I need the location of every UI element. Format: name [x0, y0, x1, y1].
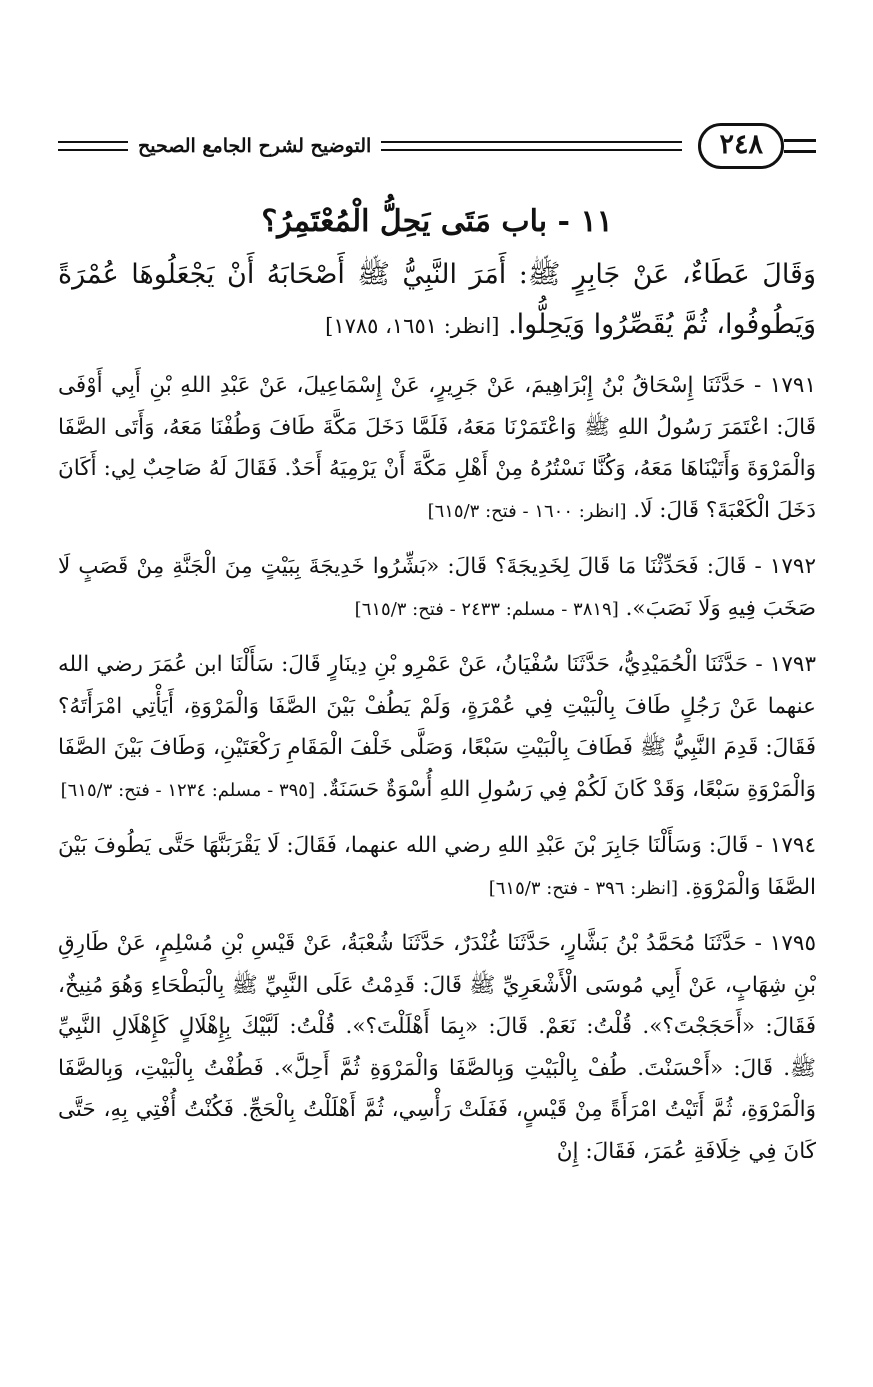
hadith-text: ١٧٩٢ - قَالَ: فَحَدِّثْنَا مَا قَالَ لِخَدِيجَةَ؟ قَالَ: «بَشِّرُوا خَدِيجَةَ بِبَيْتٍ مِنَ الْجَنَّةِ مِنْ قَصَبٍ لَا صَخَبَ فِيهِ وَلَا نَصَبَ».	[58, 554, 816, 621]
running-header	[58, 118, 816, 174]
header-rule-left	[58, 141, 128, 151]
hadith-text: ١٧٩٣ - حَدَّثَنَا الْحُمَيْدِيُّ، حَدَّثَنَا سُفْيَانُ، عَنْ عَمْرِو بْنِ دِينَارٍ قَالَ: سَأَلْنَا ابن عُمَرَ رضي الله عنهما عَنْ رَجُلٍ طَافَ بِالْبَيْتِ فِي عُمْرَةٍ، وَلَمْ يَطُفْ بَيْنَ الصَّفَا وَالْمَرْوَةِ، أَيَأْتِي امْرَأَتَهُ؟ فَقَالَ: قَدِمَ النَّبِيُّ ﷺ فَطَافَ بِالْبَيْتِ سَبْعًا، وَصَلَّى خَلْفَ الْمَقَامِ رَكْعَتَيْنِ، وَطَافَ بَيْنَ الصَّفَا وَالْمَرْوَةِ سَبْعًا، وَقَدْ كَانَ لَكُمْ فِي رَسُولِ اللهِ أُسْوَةٌ حَسَنَةٌ.	[58, 652, 816, 802]
hadith-1794	[58, 825, 816, 909]
book-page	[58, 118, 816, 1348]
hadith-1795	[58, 923, 816, 1172]
hadith-ref: [انظر: ٣٩٦ - فتح: ٦١٥/٣]	[488, 877, 679, 899]
header-rule-right	[784, 139, 816, 153]
hadith-1793	[58, 644, 816, 811]
hadith-text: ١٧٩١ - حَدَّثَنَا إِسْحَاقُ بْنُ إِبْرَاهِيمَ، عَنْ جَرِيرٍ، عَنْ إِسْمَاعِيلَ، عَنْ عَبْدِ اللهِ بْنِ أَبِي أَوْفَى قَالَ: اعْتَمَرَ رَسُولُ اللهِ ﷺ وَاعْتَمَرْنَا مَعَهُ، فَلَمَّا دَخَلَ مَكَّةَ طَافَ وَطُفْنَا مَعَهُ، وَأَتَى الصَّفَا وَالْمَرْوَةَ وَأَتَيْنَاهَا مَعَهُ، وَكُنَّا نَسْتُرُهُ مِنْ أَهْلِ مَكَّةَ أَنْ يَرْمِيَهُ أَحَدٌ. فَقَالَ لَهُ صَاحِبٌ لِي: أَكَانَ دَخَلَ الْكَعْبَةَ؟ قَالَ: لَا.	[58, 373, 816, 523]
header-rule-middle	[381, 141, 682, 151]
hadith-1791	[58, 365, 816, 532]
chapter-title: ١١ - باب مَتَى يَحِلُّ الْمُعْتَمِرُ؟	[261, 204, 613, 239]
hadith-1792	[58, 546, 816, 630]
chapter-ref: [انظر: ١٦٥١، ١٧٨٥]	[325, 314, 500, 338]
hadith-ref: [انظر: ١٦٠٠ - فتح: ٦١٥/٣]	[427, 500, 627, 522]
book-title: التوضيح لشرح الجامع الصحيح	[138, 135, 372, 157]
page-number: ٢٤٨	[698, 123, 784, 169]
chapter-body: وَقَالَ عَطَاءٌ، عَنْ جَابِرٍ ﷺ: أَمَرَ النَّبِيُّ ﷺ أَصْحَابَهُ أَنْ يَجْعَلُوهَا عُمْرَةً وَيَطُوفُوا، ثُمَّ يُقَصِّرُوا وَيَحِلُّوا.	[58, 259, 816, 340]
hadith-ref: [٣٩٥ - مسلم: ١٢٣٤ - فتح: ٦١٥/٣]	[60, 779, 315, 801]
hadith-text: ١٧٩٤ - قَالَ: وَسَأَلْنَا جَابِرَ بْنَ عَبْدِ اللهِ رضي الله عنهما، فَقَالَ: لَا يَقْرَبَنَّهَا حَتَّى يَطُوفَ بَيْنَ الصَّفَا وَالْمَرْوَةِ.	[58, 833, 816, 900]
hadith-ref: [٣٨١٩ - مسلم: ٢٤٣٣ - فتح: ٦١٥/٣]	[354, 598, 619, 620]
hadith-text: ١٧٩٥ - حَدَّثَنَا مُحَمَّدُ بْنُ بَشَّارٍ، حَدَّثَنَا غُنْدَرٌ، حَدَّثَنَا شُعْبَةُ، عَنْ قَيْسِ بْنِ مُسْلِمٍ، عَنْ طَارِقِ بْنِ شِهَابٍ، عَنْ أَبِي مُوسَى الْأَشْعَرِيِّ ﷺ قَالَ: قَدِمْتُ عَلَى النَّبِيِّ ﷺ بِالْبَطْحَاءِ وَهُوَ مُنِيخٌ، فَقَالَ: «أَحَجَجْتَ؟». قُلْتُ: نَعَمْ. قَالَ: «بِمَا أَهْلَلْتَ؟». قُلْتُ: لَبَّيْكَ بِإِهْلَالٍ كَإِهْلَالِ النَّبِيِّ ﷺ. قَالَ: «أَحْسَنْتَ. طُفْ بِالْبَيْتِ وَبِالصَّفَا وَالْمَرْوَةِ ثُمَّ أَحِلَّ». فَطُفْتُ بِالْبَيْتِ، وَبِالصَّفَا وَالْمَرْوَةِ، ثُمَّ أَتَيْتُ امْرَأَةً مِنْ قَيْسٍ، فَفَلَتْ رَأْسِي، ثُمَّ أَهْلَلْتُ بِالْحَجِّ. فَكُنْتُ أُفْتِي بِهِ، حَتَّى كَانَ فِي خِلَافَةِ عُمَرَ، فَقَالَ: إِنْ	[58, 931, 816, 1164]
chapter-text	[58, 250, 816, 351]
